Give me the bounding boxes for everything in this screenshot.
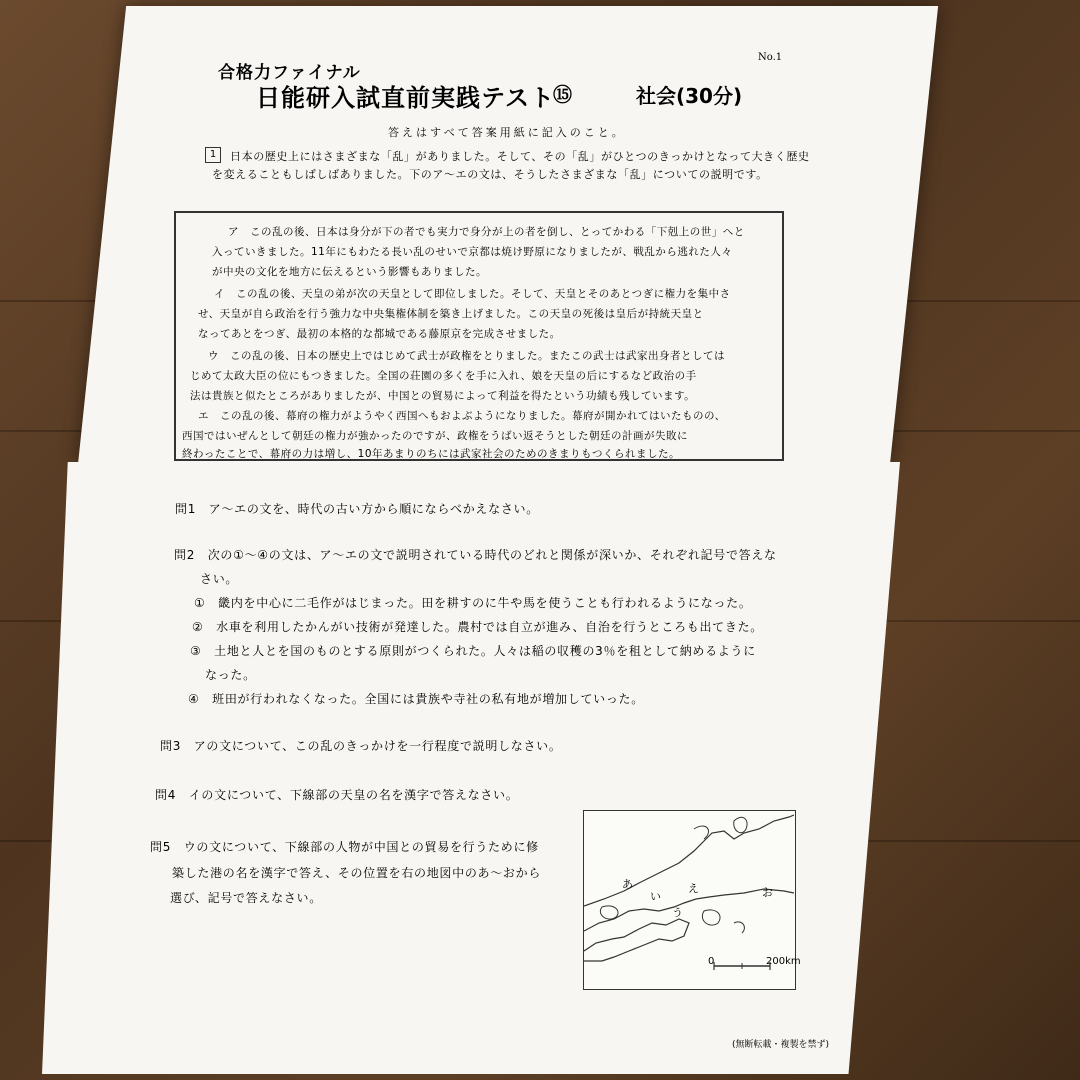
passage-line: 入っていきました。11年にもわたる長い乱のせいで京都は焼け野原になりましたが、戦乱から逃れた人々 <box>212 246 733 258</box>
map-scale-label: 200km <box>766 956 801 967</box>
brand-name: 合格力ファイナル <box>218 63 361 83</box>
intro-line: を変えることもしばしばありました。下のア～エの文は、そうしたさまざまな「乱」についての説明です。 <box>212 168 768 181</box>
passage-line: が中央の文化を地方に伝えるという影響もありました。 <box>212 266 487 278</box>
question-2-cont: さい。 <box>200 572 239 586</box>
question-2: 問2 次の①～④の文は、ア～エの文で説明されている時代のどれと関係が深いか、それぞれ記号で答えな <box>174 548 777 562</box>
question-3: 問3 アの文について、この乱のきっかけを一行程度で説明しなさい。 <box>160 739 562 753</box>
passage-line: ウ この乱の後、日本の歴史上ではじめて武士が政権をとりました。またこの武士は武家出身者としては <box>208 350 725 362</box>
question-1: 問1 ア～エの文を、時代の古い方から順にならべかえなさい。 <box>175 502 539 516</box>
intro-line: 日本の歴史上にはさまざまな「乱」がありました。そして、その「乱」がひとつのきっかけとなって大きく歴史 <box>230 150 810 163</box>
passage-line: 西国ではいぜんとして朝廷の権力が強かったのですが、政権をうばい返そうとした朝廷の計画が失敗に <box>182 430 688 442</box>
map-label-a: あ <box>622 878 633 891</box>
map-label-e: え <box>688 882 699 895</box>
passage-line: 終わったことで、幕府の力は増し、10年あまりのちには武家社会のためのきまりもつくられました。 <box>182 448 681 460</box>
passage-line: エ この乱の後、幕府の権力がようやく西国へもおよぶようになりました。幕府が開かれてはいたものの、 <box>198 410 726 422</box>
section-number: 1 <box>205 147 221 163</box>
map-figure <box>583 810 796 990</box>
question-2-item: ④ 班田が行われなくなった。全国には貴族や寺社の私有地が増加していった。 <box>188 692 644 706</box>
question-5-cont: 選び、記号で答えなさい。 <box>170 891 322 905</box>
passage-line: じめて太政大臣の位にもつきました。全国の荘園の多くを手に入れ、娘を天皇の后にするなど政治の手 <box>190 370 697 382</box>
instruction-text: 答えはすべて答案用紙に記入のこと。 <box>388 126 626 139</box>
map-label-o: お <box>762 886 773 899</box>
map-label-u: う <box>672 906 683 919</box>
question-2-item: ① 畿内を中心に二毛作がはじまった。田を耕すのに牛や馬を使うことも行われるようになった。 <box>194 596 752 610</box>
question-2-item-cont: なった。 <box>205 668 256 682</box>
map-scale-zero: 0 <box>708 956 715 967</box>
question-2-item: ② 水車を利用したかんがい技術が発達した。農村では自立が進み、自治を行うところも出てきた。 <box>192 620 763 634</box>
test-number: ⑮ <box>553 84 573 106</box>
passage-line: せ、天皇が自ら政治を行う強力な中央集権体制を築き上げました。この天皇の死後は皇后が持統天皇と <box>198 308 704 320</box>
passage-line: なってあとをつぎ、最初の本格的な都城である藤原京を完成させました。 <box>198 328 561 340</box>
page-title: 日能研入試直前実践テスト <box>256 84 556 112</box>
passage-line: ア この乱の後、日本は身分が下の者でも実力で身分が上の者を倒し、とってかわる「下剋上の世」へと <box>228 226 745 238</box>
question-2-item: ③ 土地と人とを国のものとする原則がつくられた。人々は稲の収穫の3％を租として納めるように <box>190 644 756 658</box>
question-5: 問5 ウの文について、下線部の人物が中国との貿易を行うために修 <box>150 840 539 854</box>
map-label-i: い <box>650 890 661 903</box>
subject-label: 社会(30分) <box>636 84 743 108</box>
page-number: No.1 <box>758 52 783 63</box>
passage-line: 法は貴族と似たところがありましたが、中国との貿易によって利益を得たという功績も残しています。 <box>190 390 696 402</box>
passage-line: イ この乱の後、天皇の弟が次の天皇として即位しました。そして、天皇とそのあとつぎに権力を集中さ <box>214 288 731 300</box>
question-4: 問4 イの文について、下線部の天皇の名を漢字で答えなさい。 <box>155 788 519 802</box>
copyright-notice: (無断転載・複製を禁ず) <box>732 1040 830 1050</box>
question-5-cont: 築した港の名を漢字で答え、その位置を右の地図中のあ～おから <box>172 866 542 880</box>
